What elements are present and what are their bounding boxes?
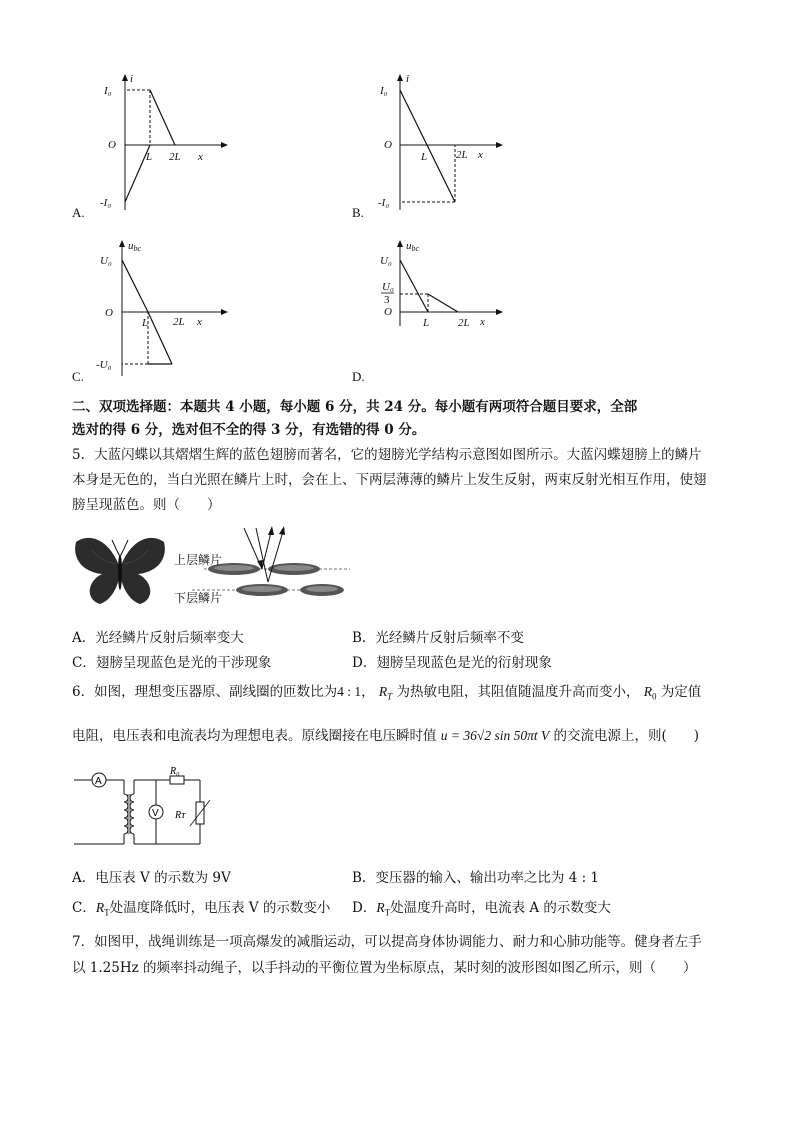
graph-c: [70, 236, 240, 386]
graph-b-top: I₀: [380, 85, 388, 97]
graph-a-svg: [70, 70, 240, 220]
q6-ratio: 4 : 1: [337, 684, 362, 699]
graph-c-svg: [70, 236, 240, 386]
q6-line1b: 为热敏电阻，其阻值随温度升高而变小，: [396, 684, 640, 700]
graph-c-x2L: 2L: [173, 316, 185, 328]
graph-d-svg: [350, 236, 520, 346]
q6-line2: [72, 727, 699, 745]
q5-line1: 5．大蓝闪蝶以其熠熠生辉的蓝色翅膀而著名，它的翅膀光学结构示意图如图所示。大蓝闪蝶翅膀上的鳞片: [72, 447, 702, 463]
graph-a-bottom: -I₀: [100, 197, 112, 209]
circuit-svg: [72, 764, 222, 854]
r0-label: R₀: [170, 766, 180, 777]
graph-b-xaxis: x: [478, 149, 483, 161]
graph-c-xL: L: [142, 317, 149, 329]
graph-d-ylabel: ubc: [406, 240, 420, 253]
q6-line2b: 的交流电源上，则( ): [553, 728, 700, 744]
graph-d-letter: D.: [352, 369, 365, 384]
graph-d-xaxis: x: [480, 316, 485, 328]
section2-line2: 选对的得 6 分，选对但不全的得 3 分，有选错的得 0 分。: [72, 422, 426, 438]
graph-c-top: U₀: [100, 255, 112, 267]
q6-line1a: 6．如图，理想变压器原、副线圈的匝数比为: [72, 684, 338, 700]
scale-upper-label: 上层鳞片: [174, 553, 223, 567]
scale-lower-label: 下层鳞片: [174, 591, 223, 605]
graph-a-letter: A.: [72, 205, 85, 220]
r0-resistor-icon: [170, 776, 184, 784]
butterfly-icon: [72, 528, 168, 608]
graph-d-xL: L: [423, 317, 430, 329]
graph-d-frac-den: 3: [384, 294, 390, 306]
graph-d-origin: O: [384, 306, 392, 318]
butterfly-figure: [72, 528, 168, 608]
q6-option-b[interactable]: B．变压器的输入、输出功率之比为 4 : 1: [352, 870, 600, 886]
q6-rt: $R_T$: [378, 684, 393, 702]
q5-option-a[interactable]: A．光经鳞片反射后频率变大: [72, 630, 244, 646]
graph-b-svg: [350, 70, 520, 220]
graph-b-origin: O: [384, 139, 392, 151]
graph-d-x2L: 2L: [458, 317, 470, 329]
graph-a: [70, 70, 240, 220]
graph-a-top: I₀: [104, 85, 112, 97]
graph-b-ylabel: i: [406, 73, 410, 85]
circuit-figure: [72, 764, 222, 854]
q6-line1: 6．如图，理想变压器原、副线圈的匝数比为4 : 1， $R_T$ 为热敏电阻，其阻值随温度升高而变小， $R_0$ 为定值: [72, 684, 702, 702]
graph-d-frac-num: U₀: [382, 281, 394, 293]
ammeter-label: A: [95, 776, 102, 787]
graph-b-xL: L: [421, 151, 428, 163]
graph-b-letter: B.: [352, 205, 364, 220]
section2-line1: 二、双项选择题：本题共 4 小题，每小题 6 分，共 24 分。每小题有两项符合题目要求，全部: [72, 399, 638, 415]
graph-a-x2L: 2L: [169, 151, 181, 163]
q6-option-d[interactable]: D．$R_T$处温度升高时，电流表 A 的示数变大: [352, 900, 611, 918]
graph-a-origin: O: [108, 139, 116, 151]
q6-option-c[interactable]: C．$R_T$处温度降低时，电压表 V 的示数变小: [72, 900, 331, 918]
q6-line1c: 为定值: [660, 684, 702, 700]
graph-a-ylabel: i: [130, 73, 134, 85]
q6-r0: $R_0$: [643, 684, 657, 702]
q5-option-b[interactable]: B．光经鳞片反射后频率不变: [352, 630, 524, 646]
graph-a-xaxis: x: [198, 151, 203, 163]
scale-figure-svg: [172, 522, 352, 614]
q6-option-a[interactable]: A．电压表 V 的示数为 9V: [72, 870, 231, 886]
graph-c-letter: C.: [72, 369, 84, 384]
graph-b-x2L: 2L: [456, 149, 468, 161]
q6-line2a: 电阻，电压表和电流表均为理想电表。原线圈接在电压瞬时值: [72, 728, 437, 744]
graph-a-xL: L: [146, 151, 153, 163]
q7-line1: 7．如图甲，战绳训练是一项高爆发的减脂运动，可以提高身体协调能力、耐力和心肺功能等。健身者左手: [72, 934, 702, 950]
q5-option-d[interactable]: D．翅膀呈现蓝色是光的衍射现象: [352, 655, 552, 671]
graph-b: [350, 70, 520, 220]
rt-label: Rᴛ: [175, 810, 185, 821]
graph-d: [350, 236, 520, 346]
q5-line2: 本身是无色的，当白光照在鳞片上时，会在上、下两层薄薄的鳞片上发生反射，两束反射光相互作用，使翅: [72, 472, 707, 488]
q5-option-c[interactable]: C．翅膀呈现蓝色是光的干涉现象: [72, 655, 272, 671]
graph-c-xaxis: x: [197, 316, 202, 328]
graph-c-origin: O: [105, 307, 113, 319]
graph-b-bottom: -I₀: [378, 197, 390, 209]
scale-figure: [172, 522, 352, 614]
q7-line2: 以 1.25Hz 的频率抖动绳子，以手抖动的平衡位置为坐标原点，某时刻的波形图如图乙所示，则（ ）: [72, 960, 697, 976]
graph-d-top: U₀: [380, 255, 392, 267]
q5-line3: 膀呈现蓝色。则（ ）: [72, 497, 221, 513]
q6-formula: u = 36√2 sin 50πt V: [440, 728, 550, 743]
graph-c-bottom: -U₀: [96, 359, 112, 371]
graph-c-ylabel: ubc: [128, 240, 142, 253]
voltmeter-label: V: [152, 808, 159, 819]
